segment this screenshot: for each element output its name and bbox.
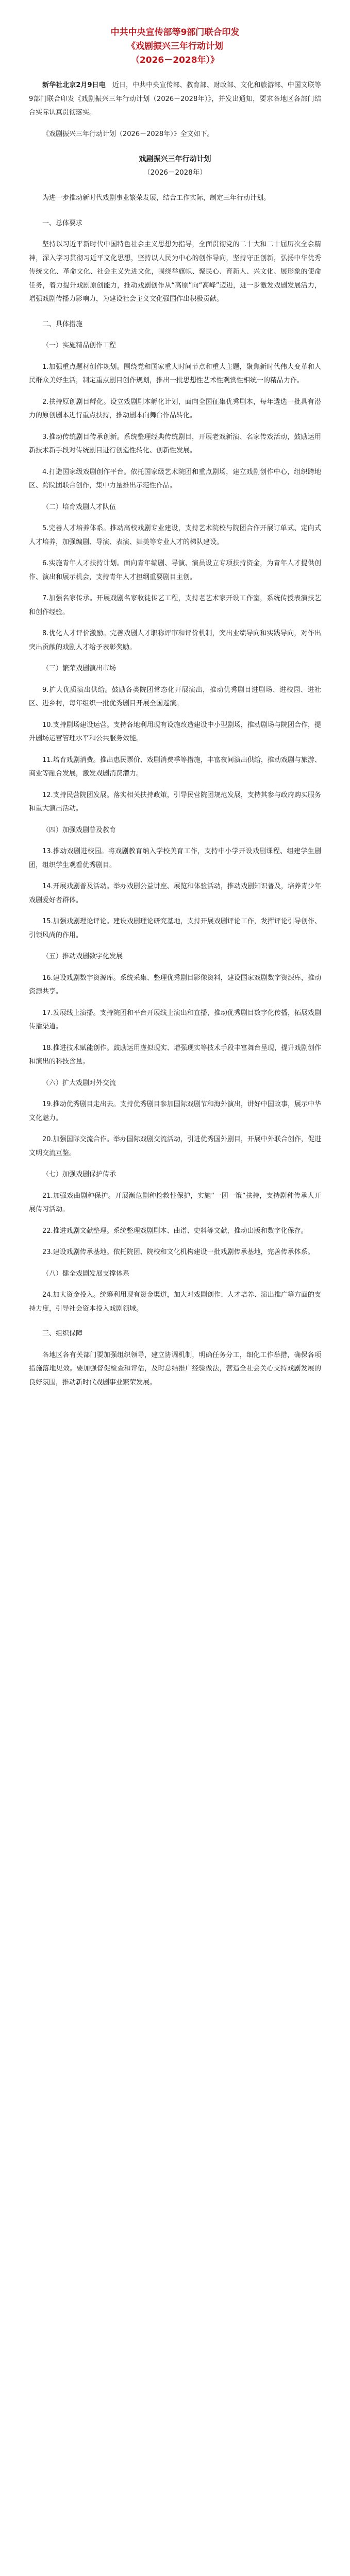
section-paragraph: 21.加强戏曲剧种保护。开展濒危剧种抢救性保护，实施“一团一策”扶持，支持剧种传承人开展传习活动。	[29, 1192, 321, 1213]
section-paragraph: 7.加强名家传承。开展戏剧名家收徒传艺工程，支持老艺术家开设工作室，系统传授表演技艺和创作经验。	[29, 595, 321, 616]
intro-text: 近日，中共中央宣传部、教育部、财政部、文化和旅游部、中国文联等9部门联合印发《戏剧振兴三年行动计划（2026－2028年）》，并发出通知，要求各地区各部门结合实际认真贯彻落实。	[29, 81, 321, 116]
section-paragraph: 2.扶持原创剧目孵化。设立戏剧剧本孵化计划，面向全国征集优秀剧本，每年遴选一批具有潜力的原创剧本进行重点扶持，推动剧本向舞台作品转化。	[29, 398, 321, 419]
plan-section	[29, 1327, 321, 1389]
section-paragraph: 1.加强重点题材创作规划。围绕党和国家重大时间节点和重大主题，聚焦新时代伟大变革和人民群众美好生活，制定重点剧目创作规划，推出一批思想性艺术性观赏性相统一的精品力作。	[29, 363, 321, 384]
section-paragraph: 16.建设戏剧数字资源库。系统采集、整理优秀剧目影像资料，建设国家戏剧数字资源库，推动资源共享。	[29, 974, 321, 995]
plan-section	[29, 217, 321, 307]
section-paragraph: 15.加强戏剧理论评论。建设戏剧理论研究基地，支持开展戏剧评论工作，发挥评论引导创作、引领风尚的作用。	[29, 918, 321, 939]
section-heading: 二、具体措施	[42, 320, 83, 328]
section-paragraph: 4.打造国家级戏剧创作平台。依托国家级艺术院团和重点剧场，建立戏剧创作中心，组织跨地区、跨院团联合创作，集中力量推出示范性作品。	[29, 468, 321, 489]
article-title-line-3: （2026－2028年）》	[130, 55, 220, 65]
plan-title: 戏剧振兴三年行动计划	[139, 155, 211, 163]
section-paragraph: 坚持以习近平新时代中国特色社会主义思想为指导，全面贯彻党的二十大和二十届历次全会精神，深入学习贯彻习近平文化思想，坚持以人民为中心的创作导向，坚持守正创新，弘扬中华优秀传统文化、革命文化、社会主义先进文化，围绕举旗帜、聚民心、育新人、兴文化、展形象的使命任务，着力提升戏剧原创能力，推动戏剧创作从“高原”向“高峰”迈进，进一步激发戏剧发展活力，增强戏剧传播力影响力，为建设社会主义文化强国作出积极贡献。	[29, 241, 321, 303]
preamble: 为进一步推动新时代戏剧事业繁荣发展，结合工作实际，制定三年行动计划。	[42, 194, 271, 202]
section-paragraph: 24.加大资金投入。统筹利用现有资金渠道，加大对戏剧创作、人才培养、演出推广等方面的支持力度，引导社会资本投入戏剧领域。	[29, 1291, 321, 1313]
section-paragraph: （三）繁荣戏剧演出市场	[42, 665, 116, 672]
section-paragraph: 19.推动优秀剧目走出去。支持优秀剧目参加国际戏剧节和海外演出，讲好中国故事，展示中华文化魅力。	[29, 1100, 321, 1122]
intro-paragraph	[29, 79, 321, 120]
plan-years: （2026－2028年）	[143, 168, 207, 177]
section-paragraph: 17.发展线上演播。支持院团和平台开展线上演出和直播，推动优秀剧目数字化传播，拓展戏剧传播渠道。	[29, 1009, 321, 1030]
section-paragraph: （二）培育戏剧人才队伍	[42, 503, 116, 511]
section-paragraph: 10.支持剧场建设运营。支持各地利用现有设施改造建设中小型剧场，推动剧场与院团合作，提升剧场运营管理水平和公共服务效能。	[29, 721, 321, 742]
section-paragraph: 22.推进戏剧文献整理。系统整理戏剧剧本、曲谱、史料等文献，推动出版和数字化保存。	[42, 1227, 308, 1235]
dateline: 新华社北京2月9日电	[42, 81, 106, 89]
section-paragraph: 各地区各有关部门要加强组织领导，建立协调机制，明确任务分工，细化工作举措，确保各项措施落地见效。要加强督促检查和评估，及时总结推广经验做法，营造全社会关心支持戏剧发展的良好氛围，推动新时代戏剧事业繁荣发展。	[29, 1351, 321, 1386]
article-title-line-1: 中共中央宣传部等9部门联合印发	[110, 27, 240, 38]
section-paragraph: 12.支持民营院团发展。落实相关扶持政策，引导民营院团规范发展，支持其参与政府购买服务和重大演出活动。	[29, 791, 321, 812]
section-paragraph: （五）推动戏剧数字化发展	[42, 953, 123, 960]
section-paragraph: 14.开展戏剧普及活动。举办戏剧公益讲座、展览和体验活动，推动戏剧知识普及，培养青少年戏剧爱好者群体。	[29, 883, 321, 904]
section-paragraph: （八）健全戏剧发展支撑体系	[42, 1269, 130, 1278]
section-paragraph: 18.推进技术赋能创作。鼓励运用虚拟现实、增强现实等技术手段丰富舞台呈现，提升戏剧创作和演出的科技含量。	[29, 1044, 321, 1065]
section-paragraph: 9.扩大优质演出供给。鼓励各类院团常态化开展演出，推动优秀剧目进剧场、进校园、进社区、进乡村，每年组织一批优秀剧目开展全国巡演。	[29, 686, 321, 707]
section-paragraph: 8.优化人才评价激励。完善戏剧人才职称评审和评价机制，突出业绩导向和实践导向，对作出突出贡献的戏剧人才给予表彰奖励。	[29, 630, 321, 651]
section-paragraph: （七）加强戏剧保护传承	[42, 1171, 116, 1178]
section-paragraph: 23.建设戏剧传承基地。依托院团、院校和文化机构建设一批戏剧传承基地，完善传承体系。	[42, 1248, 314, 1256]
section-paragraph: 5.完善人才培养体系。推动高校戏剧专业建设，支持艺术院校与院团合作开展订单式、定向式人才培养，加强编剧、导演、表演、舞美等专业人才的梯队建设。	[29, 524, 321, 546]
section-paragraph: （四）加强戏剧普及教育	[42, 826, 116, 834]
section-paragraph: 6.实施青年人才扶持计划。面向青年编剧、导演、演员设立专项扶持资金，为青年人才提供创作、演出和展示机会，支持青年人才担纲重要剧目主创。	[29, 560, 321, 581]
intro-note: 《戏剧振兴三年行动计划（2026－2028年）》全文如下。	[42, 130, 214, 138]
section-paragraph: （六）扩大戏剧对外交流	[42, 1079, 116, 1087]
section-paragraph: 3.推动传统剧目传承创新。系统整理经典传统剧目，开展老戏新演、名家传戏活动，鼓励运用新技术新手段对传统剧目进行创造性转化、创新性发展。	[29, 433, 321, 454]
plan-section	[29, 318, 321, 1316]
section-paragraph: 20.加强国际交流合作。举办国际戏剧交流活动，引进优秀国外剧目，开展中外联合创作，促进文明交流互鉴。	[29, 1136, 321, 1157]
plan-sections	[29, 217, 321, 1390]
section-paragraph: 11.培育戏剧消费。推出惠民票价、戏剧消费季等措施，丰富夜间演出供给，推动戏剧与旅游、商业等融合发展，激发戏剧消费潜力。	[29, 756, 321, 777]
section-paragraph: 13.推动戏剧进校园。将戏剧教育纳入学校美育工作，支持中小学开设戏剧课程、组建学生剧团，组织学生观看优秀剧目。	[29, 848, 321, 869]
section-paragraph: （一）实施精品创作工程	[42, 342, 116, 349]
section-heading: 一、总体要求	[42, 219, 83, 227]
section-heading: 三、组织保障	[42, 1330, 83, 1337]
article-title-line-2: 《戏剧振兴三年行动计划	[127, 41, 223, 52]
